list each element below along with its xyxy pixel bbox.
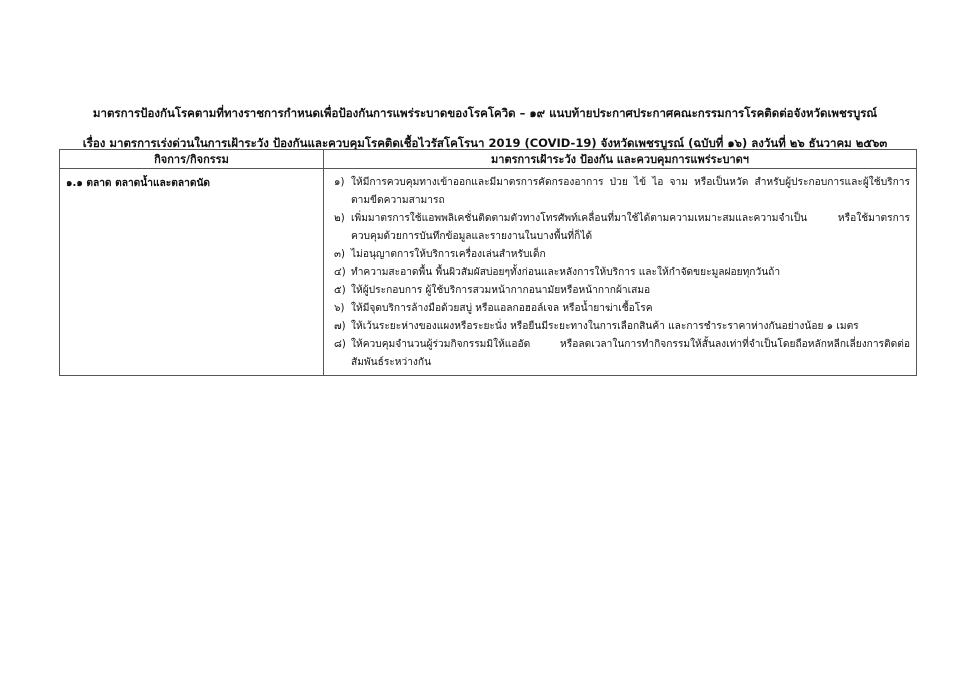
measure-number: ๒) [334,213,345,224]
header-title-line-1: มาตรการป้องกันโรคตามที่ทางราชการกำหนดเพื่อป้องกันการแพร่ระบาดของโรคโควิด – ๑๙ แนบท้ายประกาศประกาศคณะกรรมการโรคติดต่อจังหวัดเพชรบูรณ์ [92,106,878,120]
measure-number: ๓) [334,249,345,260]
measure-text: ทำความสะอาดพื้น พื้นผิวสัมผัสบ่อยๆทั้งก่อนและหลังการให้บริการ และให้กำจัดขยะมูลฝอยทุกวันถ้า [351,267,781,278]
measure-text: ให้มีจุดบริการล้างมือด้วยสบู่ หรือแอลกอฮอล์เจล หรือน้ำยาฆ่าเชื้อโรค [351,303,653,314]
measure-item [334,210,910,246]
measure-item [334,264,910,282]
measure-item [334,174,910,210]
measure-text: ไม่อนุญาตการให้บริการเครื่องเล่นสำหรับเด็ก [351,249,546,260]
column-header-activity: กิจการ/กิจกรรม [60,150,324,169]
measure-text: เพิ่มมาตรการใช้แอพพลิเคชั่นติดตามตัวทางโทรศัพท์เคลื่อนที่มาใช้ได้ตามความเหมาะสมและความจำเป็น หรือใช้มาตรการควบคุมด้วยการบันทึกข้อมูลและรายงานในบางพื้นที่ก็ได้ [351,213,910,242]
measures-cell [324,169,917,376]
column-header-measures: มาตรการเฝ้าระวัง ป้องกัน และควบคุมการแพร่ระบาดฯ [324,150,917,169]
measure-number: ๑) [334,177,345,188]
measure-text: ให้ผู้ประกอบการ ผู้ใช้บริการสวมหน้ากากอนามัยหรือหน้ากากผ้าเสมอ [351,285,651,296]
header-title-line-2: เรื่อง มาตรการเร่งด่วนในการเฝ้าระวัง ป้องกันและควบคุมโรคติดเชื้อไวรัสโคโรนา 2019 (COVID-19) จังหวัดเพชรบูรณ์ (ฉบับที่ ๑๖) ลงวันที่ ๒๖ ธันวาคม ๒๕๖๓ [82,136,888,150]
activity-cell: ๑.๑ ตลาด ตลาดน้ำและตลาดนัด [60,169,324,376]
measure-item [334,282,910,300]
measure-item [334,300,910,318]
measure-text: ให้เว้นระยะห่างของแผงหรือระยะนั่ง หรือยืนมีระยะทางในการเลือกสินค้า และการชำระราคาห่างกันอย่างน้อย ๑ เมตร [351,321,859,332]
measure-item [334,246,910,264]
measure-text: ให้ควบคุมจำนวนผู้ร่วมกิจกรรมมิให้แออัด หรือลดเวลาในการทำกิจกรรมให้สั้นลงเท่าที่จำเป็นโดยถือหลักหลีกเลี่ยงการติดต่อสัมพันธ์ระหว่างกัน [351,339,910,368]
measure-number: ๕) [334,285,346,296]
measure-item [334,318,910,336]
table-row [60,169,917,376]
measure-text: ให้มีการควบคุมทางเข้าออกและมีมาตรการคัดกรองอาการ ป่วย ไข้ ไอ จาม หรือเป็นหวัด สำหรับผู้ประกอบการและผู้ใช้บริการตามขีดความสามารถ [351,177,910,206]
measure-number: ๖) [334,303,345,314]
measures-table [59,149,917,376]
table-header-row [60,150,917,169]
measure-number: ๔) [334,267,346,278]
measure-number: ๗) [334,321,346,332]
measure-item [334,336,910,372]
measure-number: ๘) [334,339,346,350]
